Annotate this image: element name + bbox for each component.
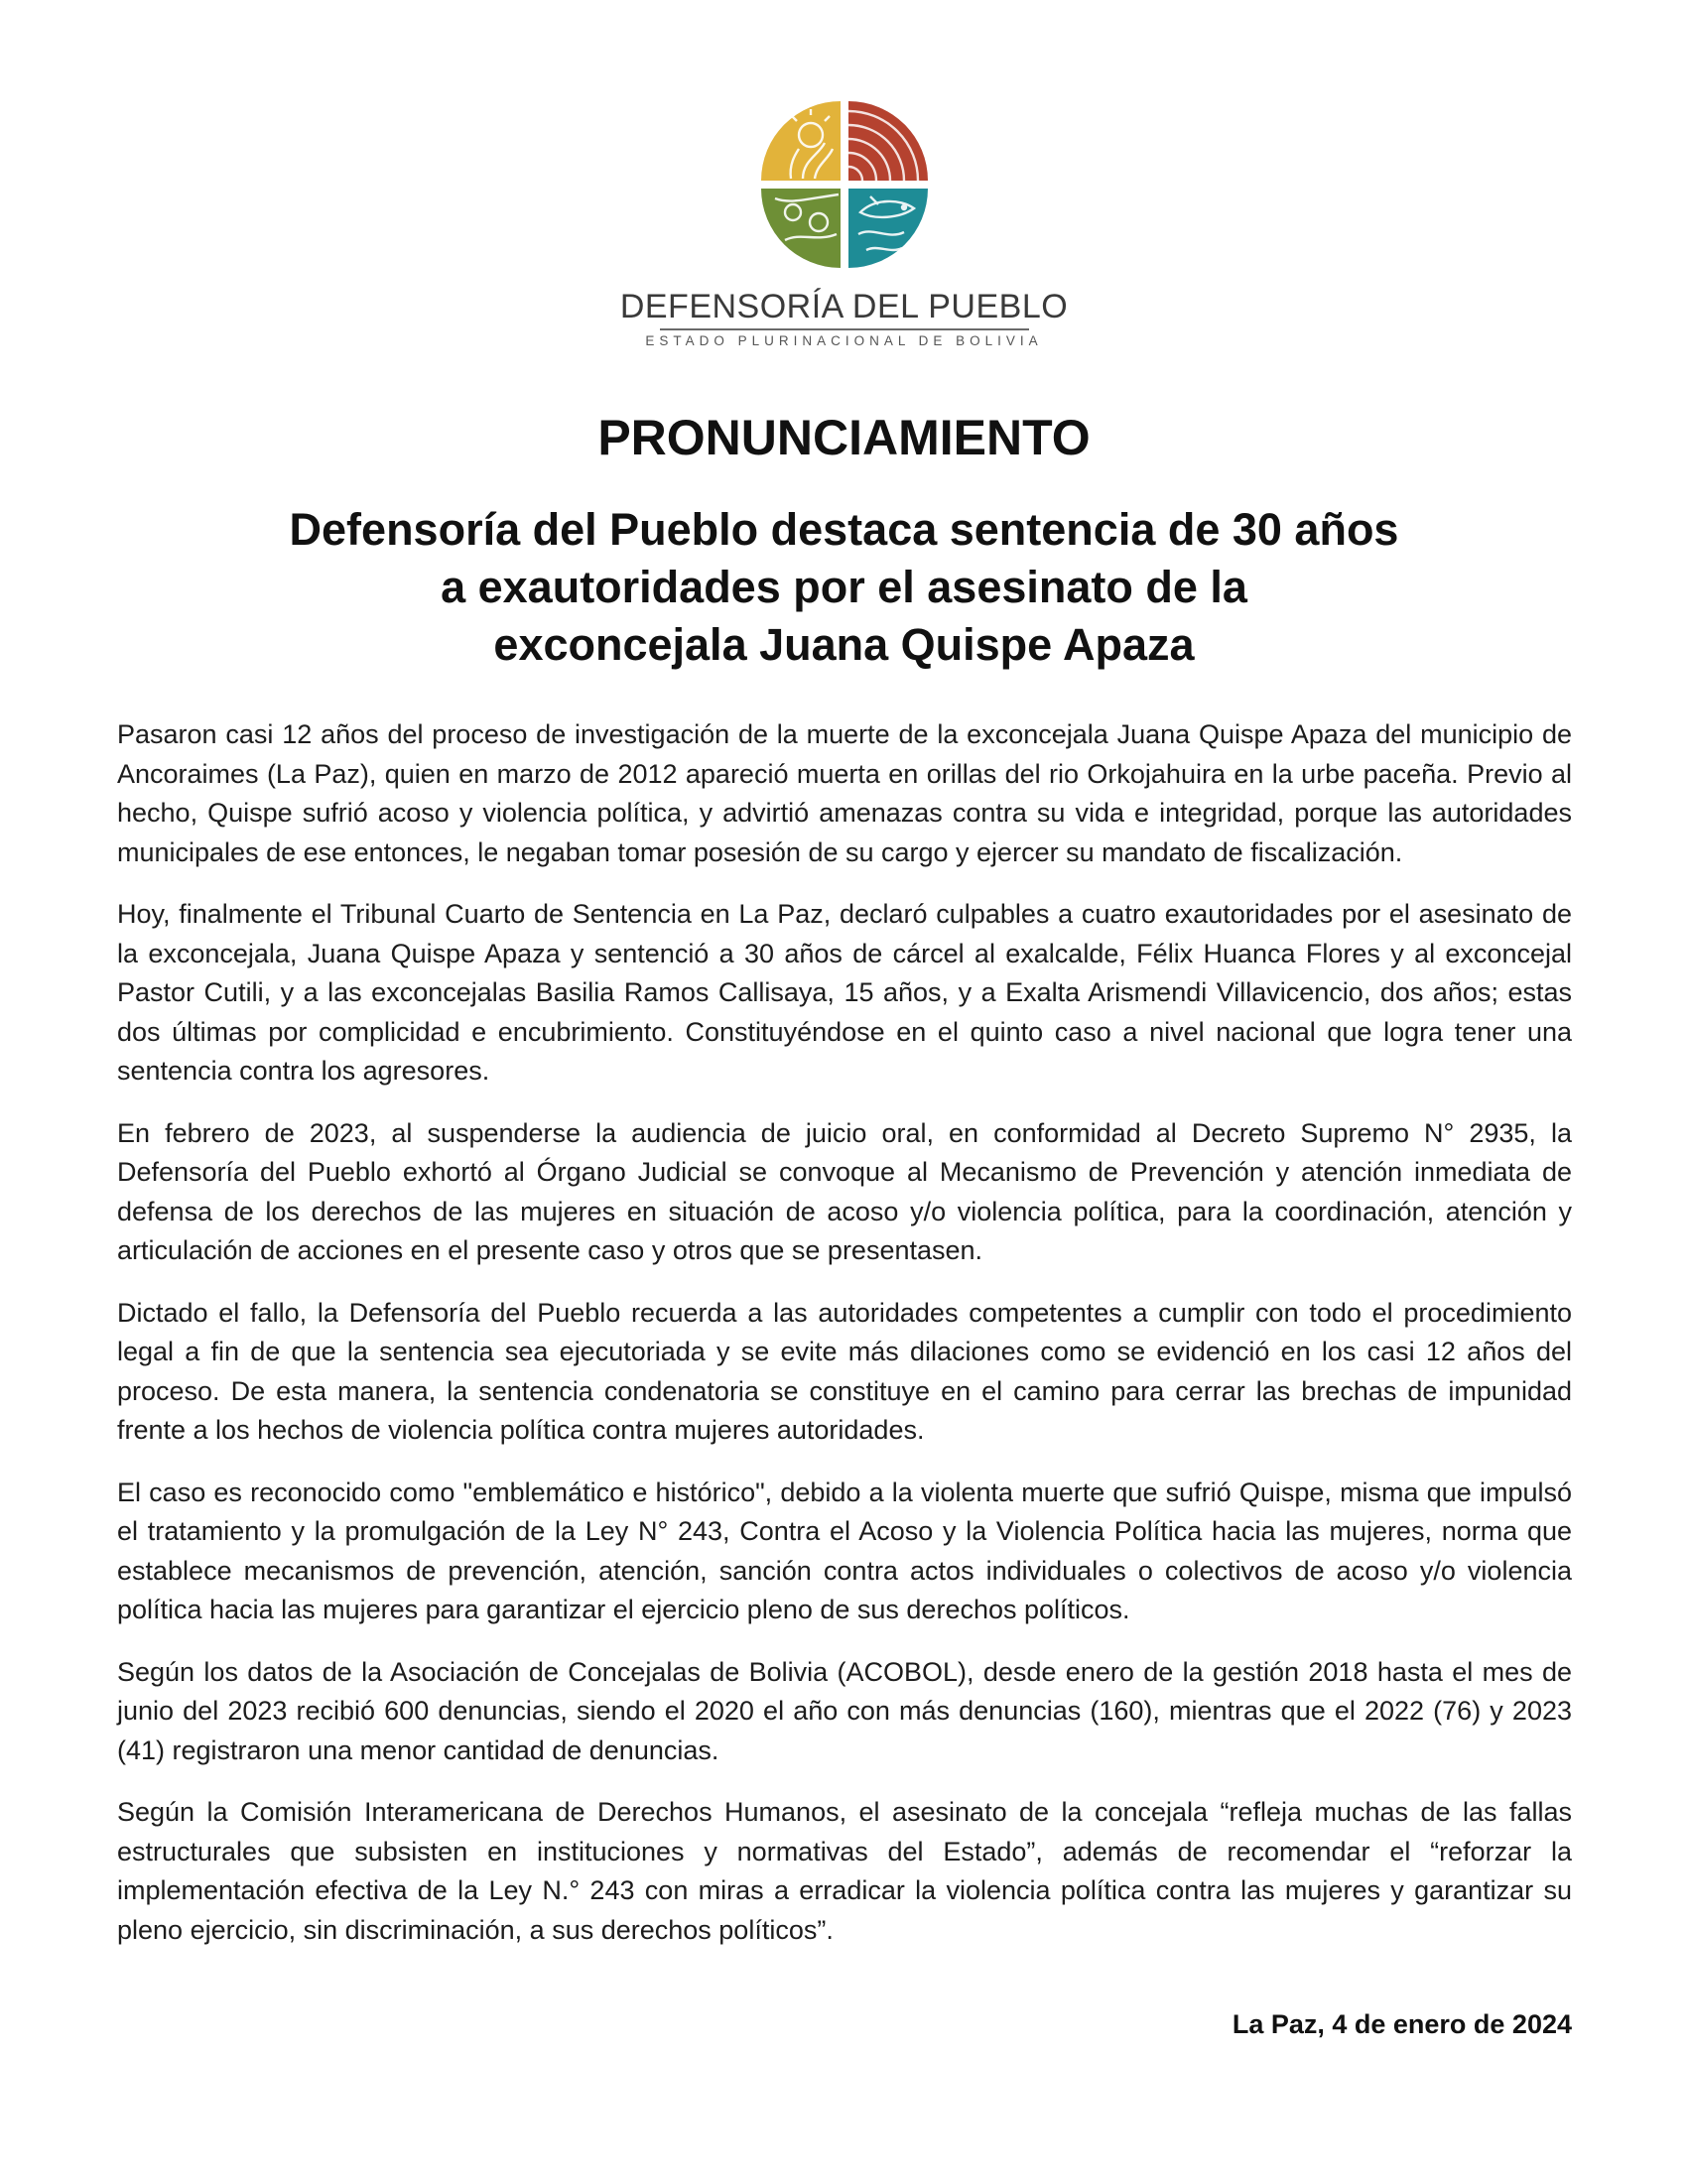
body-paragraph: Según los datos de la Asociación de Concejalas de Bolivia (ACOBOL), desde enero de la gestión 2018 hasta el mes de junio del 2023 recibió 600 denuncias, siendo el 2020 el año con más denuncias (160), mientras que el 2022 (76) y 2023 (41) registraron una menor cantidad de denuncias. xyxy=(117,1656,1572,1765)
quadrant-emblem-icon xyxy=(755,95,934,274)
document-type-title: PRONUNCIAMIENTO xyxy=(597,410,1091,465)
institution-logo xyxy=(0,95,1688,349)
body-paragraph: Hoy, finalmente el Tribunal Cuarto de Sentencia en La Paz, declaró culpables a cuatro exautoridades por el asesinato de la exconcejala, Juana Quispe Apaza y sentenció a 30 años de cárcel al exalcalde, Félix Huanca Flores y al exconcejal Pastor Cutili, y a las exconcejalas Basilia Ramos Callisaya, 15 años, y a Exalta Arismendi Villavicencio, dos años; estas dos últimas por complicidad e encubrimiento. Constituyéndose en el quinto caso a nivel nacional que logra tener una sentencia contra los agresores. xyxy=(117,899,1572,1086)
headline-line: exconcejala Juana Quispe Apaza xyxy=(493,619,1195,670)
headline xyxy=(0,501,1688,674)
body-paragraph: En febrero de 2023, al suspenderse la audiencia de juicio oral, en conformidad al Decreto Supremo N° 2935, la Defensoría del Pueblo exhortó al Órgano Judicial se convoque al Mecanismo de Prevención y atención inmediata de defensa de los derechos de las mujeres en situación de acoso y/o violencia política, para la coordinación, atención y articulación de acciones en el presente caso y otros que se presentasen. xyxy=(117,1117,1572,1265)
body-paragraph: El caso es reconocido como "emblemático e histórico", debido a la violenta muerte que sufrió Quispe, misma que impulsó el tratamiento y la promulgación de la Ley N° 243, Contra el Acoso y la Violencia Política hacia las mujeres, norma que establece mecanismos de prevención, atención, sanción contra actos individuales o colectivos de acoso y/o violencia política hacia las mujeres para garantizar el ejercicio pleno de sus derechos políticos. xyxy=(117,1477,1572,1624)
body-paragraph: Dictado el fallo, la Defensoría del Pueblo recuerda a las autoridades competentes a cumplir con todo el procedimiento legal a fin de que la sentencia sea ejecutoriada y se evite más dilaciones como se evidenció en los casi 12 años del proceso. De esta manera, la sentencia condenatoria se constituye en el camino para cerrar las brechas de impunidad frente a los hechos de violencia política contra mujeres autoridades. xyxy=(117,1297,1572,1445)
body-paragraph: Pasaron casi 12 años del proceso de investigación de la muerte de la exconcejala Juana Quispe Apaza del municipio de Ancoraimes (La Paz), quien en marzo de 2012 apareció muerta en orillas del rio Orkojahuira en la urbe paceña. Previo al hecho, Quispe sufrió acoso y violencia política, y advirtió amenazas contra su vida e integridad, porque las autoridades municipales de ese entonces, le negaban tomar posesión de su cargo y ejercer su mandato de fiscalización. xyxy=(117,719,1572,867)
org-subtitle: ESTADO PLURINACIONAL DE BOLIVIA xyxy=(645,333,1043,348)
body-paragraph: Según la Comisión Interamericana de Derechos Humanos, el asesinato de la concejala “refleja muchas de las fallas estructurales que subsisten en instituciones y normativas del Estado”, además de recomendar el “reforzar la implementación efectiva de la Ley N.° 243 con miras a erradicar la violencia política contra las mujeres y garantizar su pleno ejercicio, sin discriminación, a sus derechos políticos”. xyxy=(117,1797,1572,1945)
document-body xyxy=(117,715,1572,1973)
org-name: DEFENSORÍA DEL PUEBLO xyxy=(619,288,1069,325)
headline-line: Defensoría del Pueblo destaca sentencia de 30 años xyxy=(289,504,1399,555)
org-divider xyxy=(660,328,1029,330)
headline-line: a exautoridades por el asesinato de la xyxy=(441,562,1247,612)
place-date: La Paz, 4 de enero de 2024 xyxy=(1232,2009,1572,2039)
